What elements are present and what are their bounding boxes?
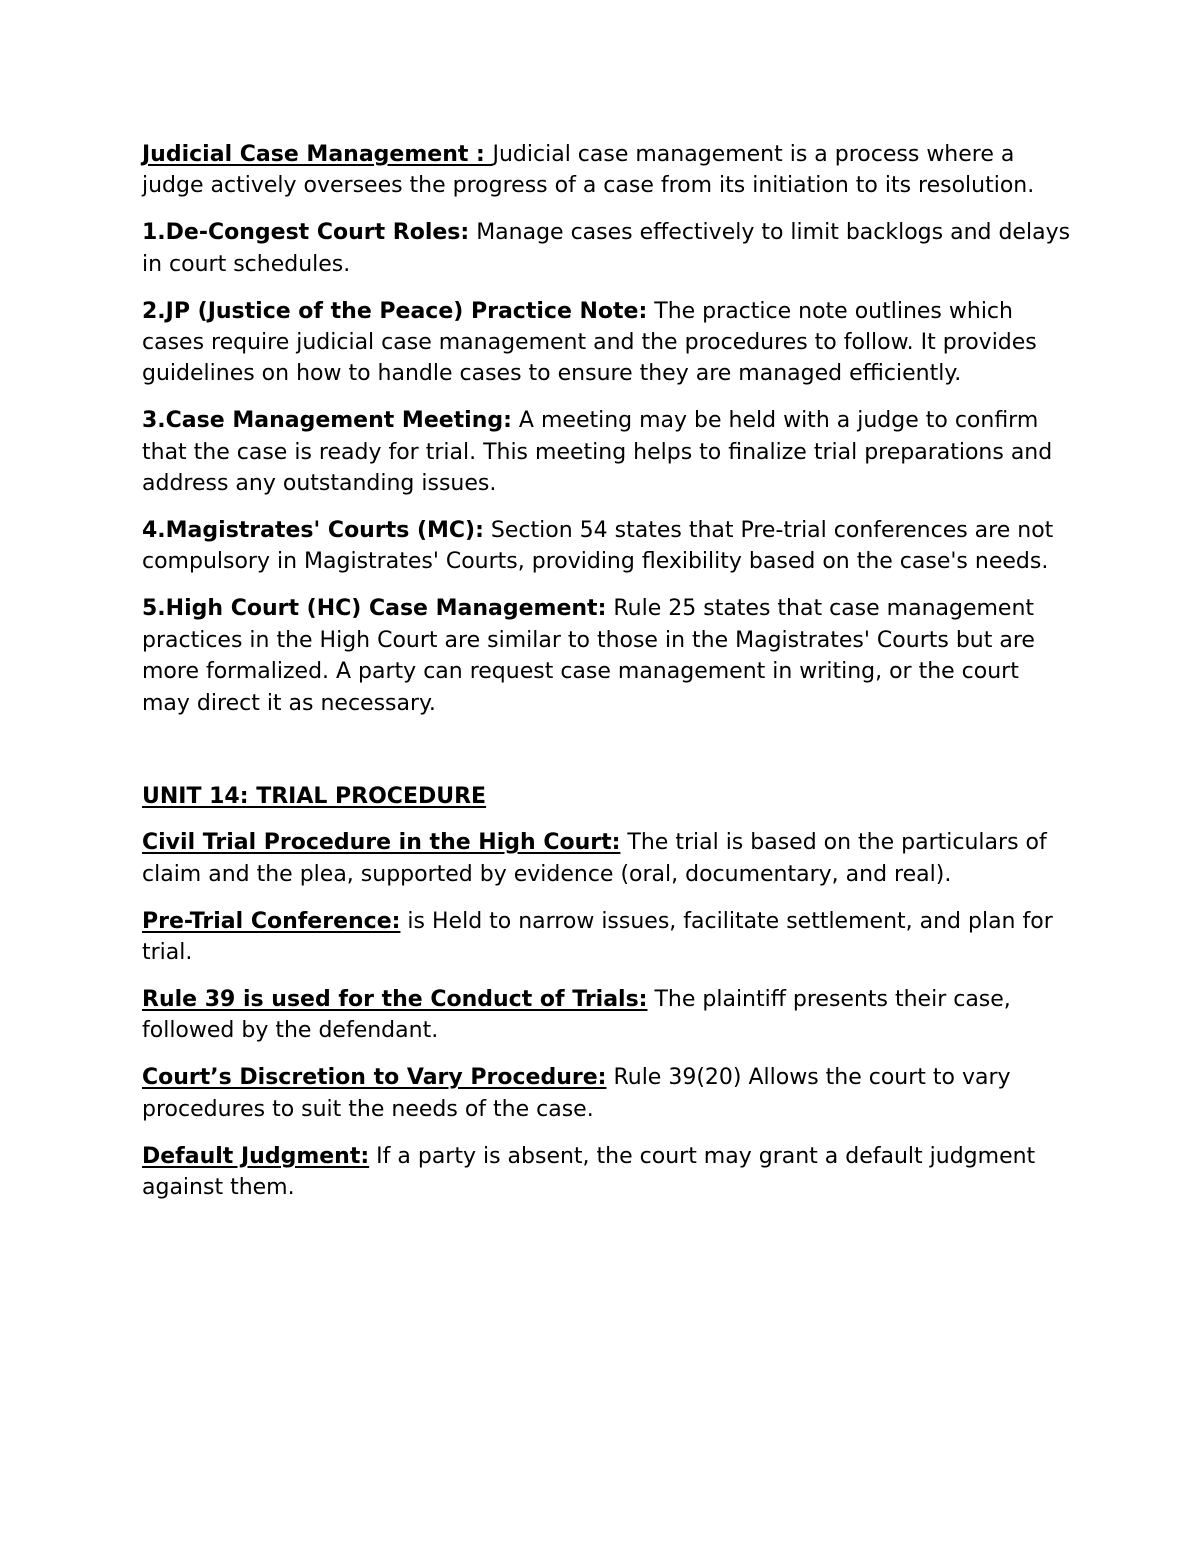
section-civil-trial-text: The trial is based on the particulars of claim and the plea, supported by evidence (oral, documentary, and real). [142, 830, 1047, 887]
point-2-text: The practice note outlines which cases require judicial case management and the procedures to follow. It provides guidelines on how to handle cases to ensure they are managed efficiently. [142, 298, 1037, 387]
point-2 [142, 296, 1072, 390]
section-default-judgment-heading: Default Judgment: [142, 1143, 370, 1169]
point-3-label: 3.Case Management Meeting: [142, 408, 512, 434]
intro-paragraph [142, 139, 1072, 202]
section-discretion-text: Rule 39(20) Allows the court to vary procedures to suit the needs of the case. [142, 1065, 1011, 1122]
point-3 [142, 405, 1072, 499]
point-3-text: A meeting may be held with a judge to confirm that the case is ready for trial. This meeting helps to finalize trial preparations and address any outstanding issues. [142, 408, 1053, 497]
section-civil-trial-heading: Civil Trial Procedure in the High Court: [142, 830, 621, 856]
intro-heading: Judicial Case Management : [142, 142, 493, 167]
intro-text: Judicial case management is a process where a judge actively oversees the progress of a case from its initiation to its resolution. [142, 142, 1035, 199]
unit-title-text: UNIT 14: TRIAL PROCEDURE [142, 783, 487, 809]
point-5-text: Rule 25 states that case management practices in the High Court are similar to those in the Magistrates' Courts but are more formalized. A party can request case management in writing, or the court may direct it as necessary. [142, 596, 1035, 716]
section-discretion-heading: Court’s Discretion to Vary Procedure: [142, 1065, 607, 1091]
point-4 [142, 515, 1072, 578]
section-pre-trial-text: is Held to narrow issues, facilitate settlement, and plan for trial. [142, 908, 1053, 966]
point-1-label: 1.De-Congest Court Roles: [142, 220, 470, 246]
section-spacer [142, 735, 1072, 781]
point-4-label: 4.Magistrates' Courts (MC): [142, 518, 484, 544]
point-4-text: Section 54 states that Pre-trial conferences are not compulsory in Magistrates' Courts, providing flexibility based on the case's needs. [142, 518, 1054, 575]
section-rule-39-heading: Rule 39 is used for the Conduct of Trials: [142, 987, 648, 1013]
unit-title [142, 781, 1072, 812]
point-1 [142, 217, 1072, 280]
section-default-judgment-text: If a party is absent, the court may grant a default judgment against them. [142, 1143, 1036, 1201]
section-pre-trial-heading: Pre-Trial Conference: [142, 908, 401, 934]
point-2-label: 2.JP (Justice of the Peace) Practice Note: [142, 298, 648, 324]
section-civil-trial [142, 827, 1072, 890]
section-default-judgment [142, 1141, 1072, 1204]
document-page [142, 139, 1072, 1219]
point-5-label: 5.High Court (HC) Case Management: [142, 596, 607, 622]
section-rule-39 [142, 984, 1072, 1047]
section-rule-39-text: The plaintiff presents their case, followed by the defendant. [142, 987, 1011, 1044]
point-1-text: Manage cases effectively to limit backlogs and delays in court schedules. [142, 220, 1071, 277]
section-pre-trial [142, 906, 1072, 969]
section-discretion [142, 1062, 1072, 1125]
point-5 [142, 593, 1072, 719]
